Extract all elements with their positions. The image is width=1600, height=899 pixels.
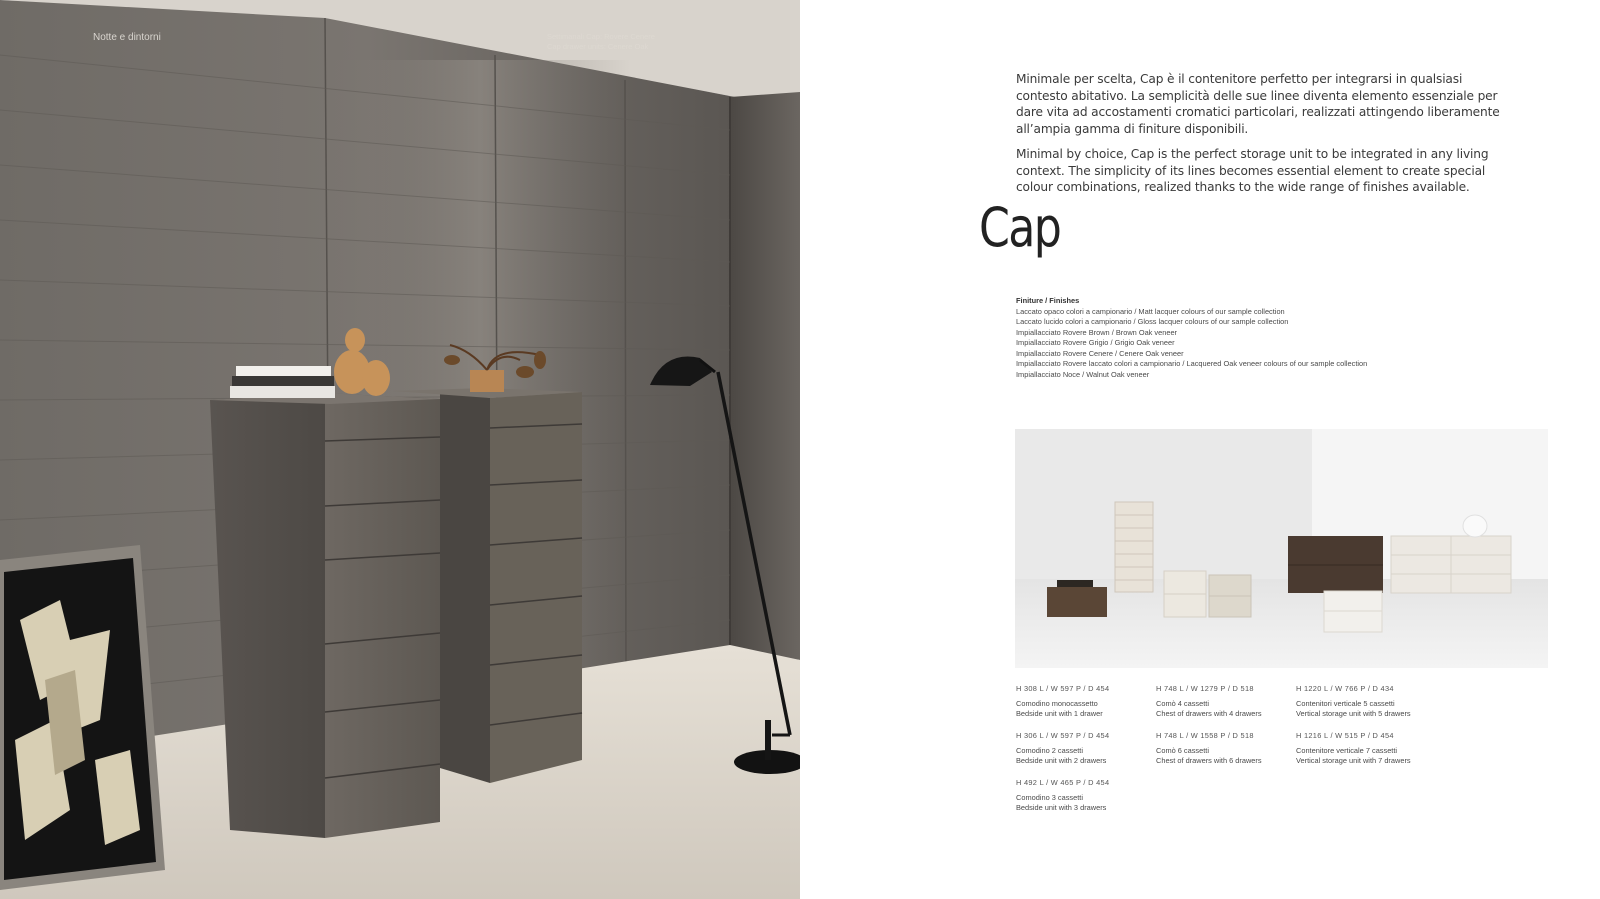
model-dimensions: H 1220 L / W 766 P / D 434 (1296, 684, 1394, 693)
model-dimensions: H 306 L / W 597 P / D 454 (1016, 731, 1110, 740)
model-item (1296, 684, 1466, 720)
right-page (800, 0, 1600, 899)
product-range-photo (1015, 429, 1548, 668)
intro-text (1016, 71, 1516, 205)
finish-item: Laccato opaco colori a campionario / Matt lacquer colours of our sample collection (1016, 306, 1285, 316)
model-item (1016, 684, 1156, 720)
photo-caption-it: Settimanali Cap: Rovere Cenere (547, 32, 655, 41)
model-item (1016, 778, 1156, 814)
photo-caption (547, 32, 655, 52)
model-dimensions: H 748 L / W 1558 P / D 518 (1156, 731, 1254, 740)
model-item (1156, 731, 1296, 767)
intro-english: Minimal by choice, Cap is the perfect storage unit to be integrated in any living context. The simplicity of its lines becomes essential element to create special colour combinations, realized thanks to the wide range of finishes available. (1016, 147, 1489, 194)
section-title: Notte e dintorni (93, 32, 161, 43)
model-dimensions: H 308 L / W 597 P / D 454 (1016, 684, 1110, 693)
model-name-it: Contenitore verticale 7 cassetti (1296, 745, 1398, 755)
model-name-en: Bedside unit with 3 drawers (1016, 803, 1107, 812)
finish-item: Impiallacciato Rovere Grigio / Grigio Oak veneer (1016, 338, 1175, 347)
model-name-en: Vertical storage unit with 5 drawers (1296, 709, 1411, 718)
finish-item: Impiallacciato Noce / Walnut Oak veneer (1016, 369, 1150, 379)
model-name-en: Bedside unit with 2 drawers (1016, 756, 1107, 765)
model-item (1296, 731, 1466, 767)
finishes-heading: Finiture / Finishes (1016, 296, 1080, 305)
intro-italian: Minimale per scelta, Cap è il contenitore perfetto per integrarsi in qualsiasi contesto abitativo. La semplicità delle sue linee diventa elemento essenziale per dare vita ad accostamenti cromatici particolari, realizzati attingendo liberamente all’ampia gamma di finiture disponibili. (1016, 72, 1500, 136)
model-name-en: Chest of drawers with 6 drawers (1156, 756, 1262, 765)
finish-item: Impiallacciato Rovere Brown / Brown Oak veneer (1016, 327, 1178, 337)
finish-item: Laccato lucido colori a campionario / Gloss lacquer colours of our sample collection (1016, 317, 1289, 326)
model-name-it: Comò 6 cassetti (1156, 745, 1209, 755)
model-dimensions: H 1216 L / W 515 P / D 454 (1296, 731, 1394, 740)
finish-item: Impiallacciato Rovere Cenere / Cenere Oak veneer (1016, 348, 1184, 358)
model-name-it: Comodino monocassetto (1016, 698, 1098, 708)
model-name-it: Comodino 2 cassetti (1016, 745, 1083, 755)
product-range-image (1015, 429, 1548, 668)
model-item (1156, 684, 1296, 720)
photo-caption-en: Cap drawer units: Cenere Oak (547, 42, 649, 51)
model-name-it: Contenitori verticale 5 cassetti (1296, 698, 1395, 708)
model-name-en: Vertical storage unit with 7 drawers (1296, 756, 1411, 765)
model-name-it: Comodino 3 cassetti (1016, 792, 1083, 802)
model-name-en: Chest of drawers with 4 drawers (1156, 709, 1262, 718)
product-title: Cap (979, 196, 1061, 259)
model-dimensions: H 748 L / W 1279 P / D 518 (1156, 684, 1254, 693)
finish-item: Impiallacciato Rovere laccato colori a campionario / Lacquered Oak veneer colours of our sample collection (1016, 359, 1368, 368)
finishes-list (1016, 296, 1576, 380)
model-name-it: Comò 4 cassetti (1156, 698, 1209, 708)
model-item (1016, 731, 1156, 767)
model-dimensions: H 492 L / W 465 P / D 454 (1016, 778, 1110, 787)
model-name-en: Bedside unit with 1 drawer (1016, 709, 1103, 718)
